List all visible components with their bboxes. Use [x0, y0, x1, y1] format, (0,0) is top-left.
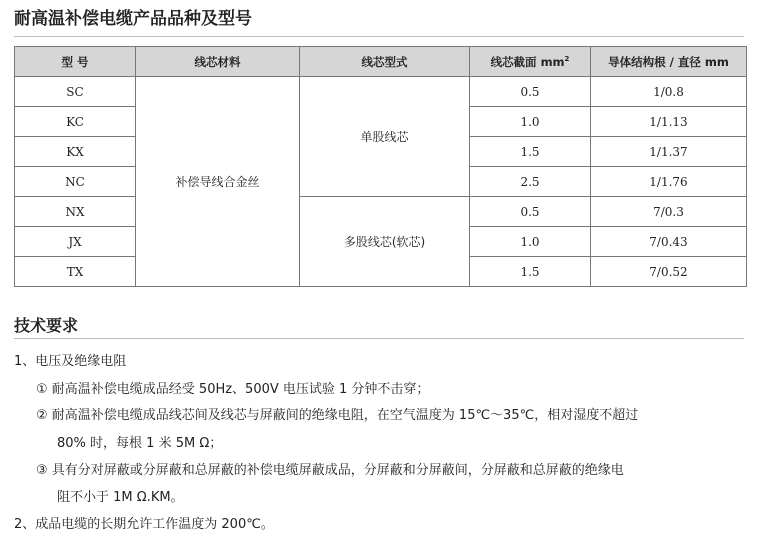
header-section-sup: 2	[564, 54, 570, 63]
table-row	[15, 197, 747, 227]
structure-cell: 7/0.43	[591, 227, 747, 257]
structure-cell: 7/0.52	[591, 257, 747, 287]
section-cell: 1.0	[470, 107, 591, 137]
header-structure: 导体结构根 / 直径 mm	[591, 47, 747, 77]
requirement-sub-3-line-2: 阻不小于 1M Ω.KM。	[57, 490, 184, 505]
requirement-sub-1: ① 耐高温补偿电缆成品经受 50Hz、500V 电压试验 1 分钟不击穿；	[36, 382, 430, 397]
requirement-sub-2-line-2: 80% 时，每根 1 米 5M Ω；	[57, 436, 223, 451]
core-type-single-cell: 单股线芯	[300, 77, 470, 197]
requirement-item-2: 2、成品电缆的长期允许工作温度为 200℃。	[14, 517, 274, 532]
requirement-sub-2-line-1: ② 耐高温补偿电缆成品线芯间及线芯与屏蔽间的绝缘电阻，在空气温度为 15℃～35℃，相对湿度不超过	[36, 408, 639, 423]
structure-cell: 1/1.37	[591, 137, 747, 167]
section-cell: 1.5	[470, 137, 591, 167]
page-title: 耐高温补偿电缆产品品种及型号	[14, 9, 252, 29]
header-section	[470, 47, 591, 77]
model-cell: JX	[15, 227, 136, 257]
model-cell: NC	[15, 167, 136, 197]
header-core-type: 线芯型式	[300, 47, 470, 77]
core-type-multi-cell: 多股线芯(软芯)	[300, 197, 470, 287]
table-header-row	[15, 47, 747, 77]
header-model: 型 号	[15, 47, 136, 77]
table-row	[15, 77, 747, 107]
model-cell: TX	[15, 257, 136, 287]
section-cell: 1.5	[470, 257, 591, 287]
structure-cell: 1/0.8	[591, 77, 747, 107]
title-divider	[14, 36, 744, 37]
header-material: 线芯材料	[136, 47, 300, 77]
section-cell: 0.5	[470, 197, 591, 227]
section-title: 技术要求	[14, 316, 79, 335]
product-table	[14, 46, 747, 287]
section-cell: 0.5	[470, 77, 591, 107]
section-cell: 1.0	[470, 227, 591, 257]
header-section-label: 线芯截面 mm	[490, 54, 565, 69]
structure-cell: 1/1.76	[591, 167, 747, 197]
structure-cell: 7/0.3	[591, 197, 747, 227]
model-cell: NX	[15, 197, 136, 227]
material-cell: 补偿导线合金丝	[136, 77, 300, 287]
model-cell: KX	[15, 137, 136, 167]
requirement-item-1: 1、电压及绝缘电阻	[14, 354, 127, 369]
model-cell: KC	[15, 107, 136, 137]
structure-cell: 1/1.13	[591, 107, 747, 137]
section-divider	[14, 338, 744, 339]
model-cell: SC	[15, 77, 136, 107]
section-cell: 2.5	[470, 167, 591, 197]
requirement-sub-3-line-1: ③ 具有分对屏蔽或分屏蔽和总屏蔽的补偿电缆屏蔽成品，分屏蔽和分屏蔽间，分屏蔽和总屏蔽的绝缘电	[36, 463, 624, 478]
